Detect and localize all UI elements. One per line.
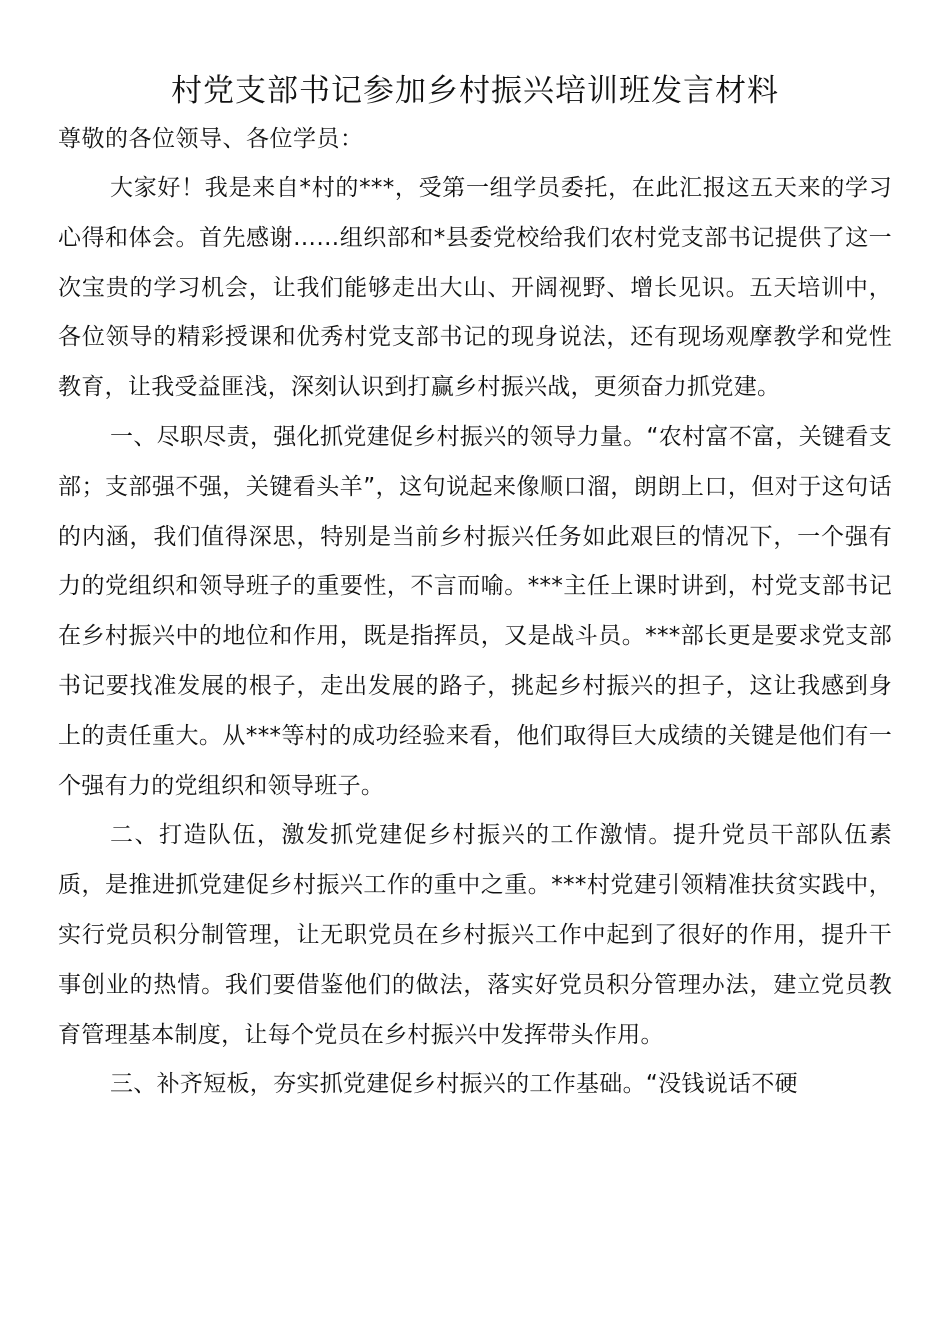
paragraph-section-3: 三、补齐短板，夯实抓党建促乡村振兴的工作基础。“没钱说话不硬 — [110, 1071, 798, 1098]
document-body — [58, 120, 892, 1110]
document-title: 村党支部书记参加乡村振兴培训班发言材料 — [171, 73, 779, 109]
salutation: 尊敬的各位领导、各位学员： — [58, 126, 364, 152]
paragraph-section-1: 一、尽职尽责，强化抓党建促乡村振兴的领导力量。“农村富不富，关键看支部；支部强不强，关键看头羊”，这句说起来像顺口溜，朗朗上口，但对于这句话的内涵，我们值得深思，特别是当前乡村振兴任务如此艰巨的情况下，一个强有力的党组织和领导班子的重要性，不言而喻。***主任上课时讲到，村党支部书记在乡村振兴中的地位和作用，既是指挥员，又是战斗员。***部长更是要求党支部书记要找准发展的根子，走出发展的路子，挑起乡村振兴的担子，这让我感到身上的责任重大。从***等村的成功经验来看，他们取得巨大成绩的关键是他们有一个强有力的党组织和领导班子。 — [58, 423, 892, 799]
paragraph-intro: 大家好！我是来自*村的***，受第一组学员委托，在此汇报这五天来的学习心得和体会。首先感谢……组织部和*县委党校给我们农村党支部书记提供了这一次宝贵的学习机会，让我们能够走出大山、开阔视野、增长见识。五天培训中，各位领导的精彩授课和优秀村党支部书记的现身说法，还有现场观摩教学和党性教育，让我受益匪浅，深刻认识到打赢乡村振兴战，更须奋力抓党建。 — [58, 175, 892, 401]
paragraph-section-2: 二、打造队伍，激发抓党建促乡村振兴的工作激情。提升党员干部队伍素质，是推进抓党建促乡村振兴工作的重中之重。***村党建引领精准扶贫实践中，实行党员积分制管理，让无职党员在乡村振兴工作中起到了很好的作用，提升干事创业的热情。我们要借鉴他们的做法，落实好党员积分管理办法，建立党员教育管理基本制度，让每个党员在乡村振兴中发挥带头作用。 — [58, 822, 892, 1048]
